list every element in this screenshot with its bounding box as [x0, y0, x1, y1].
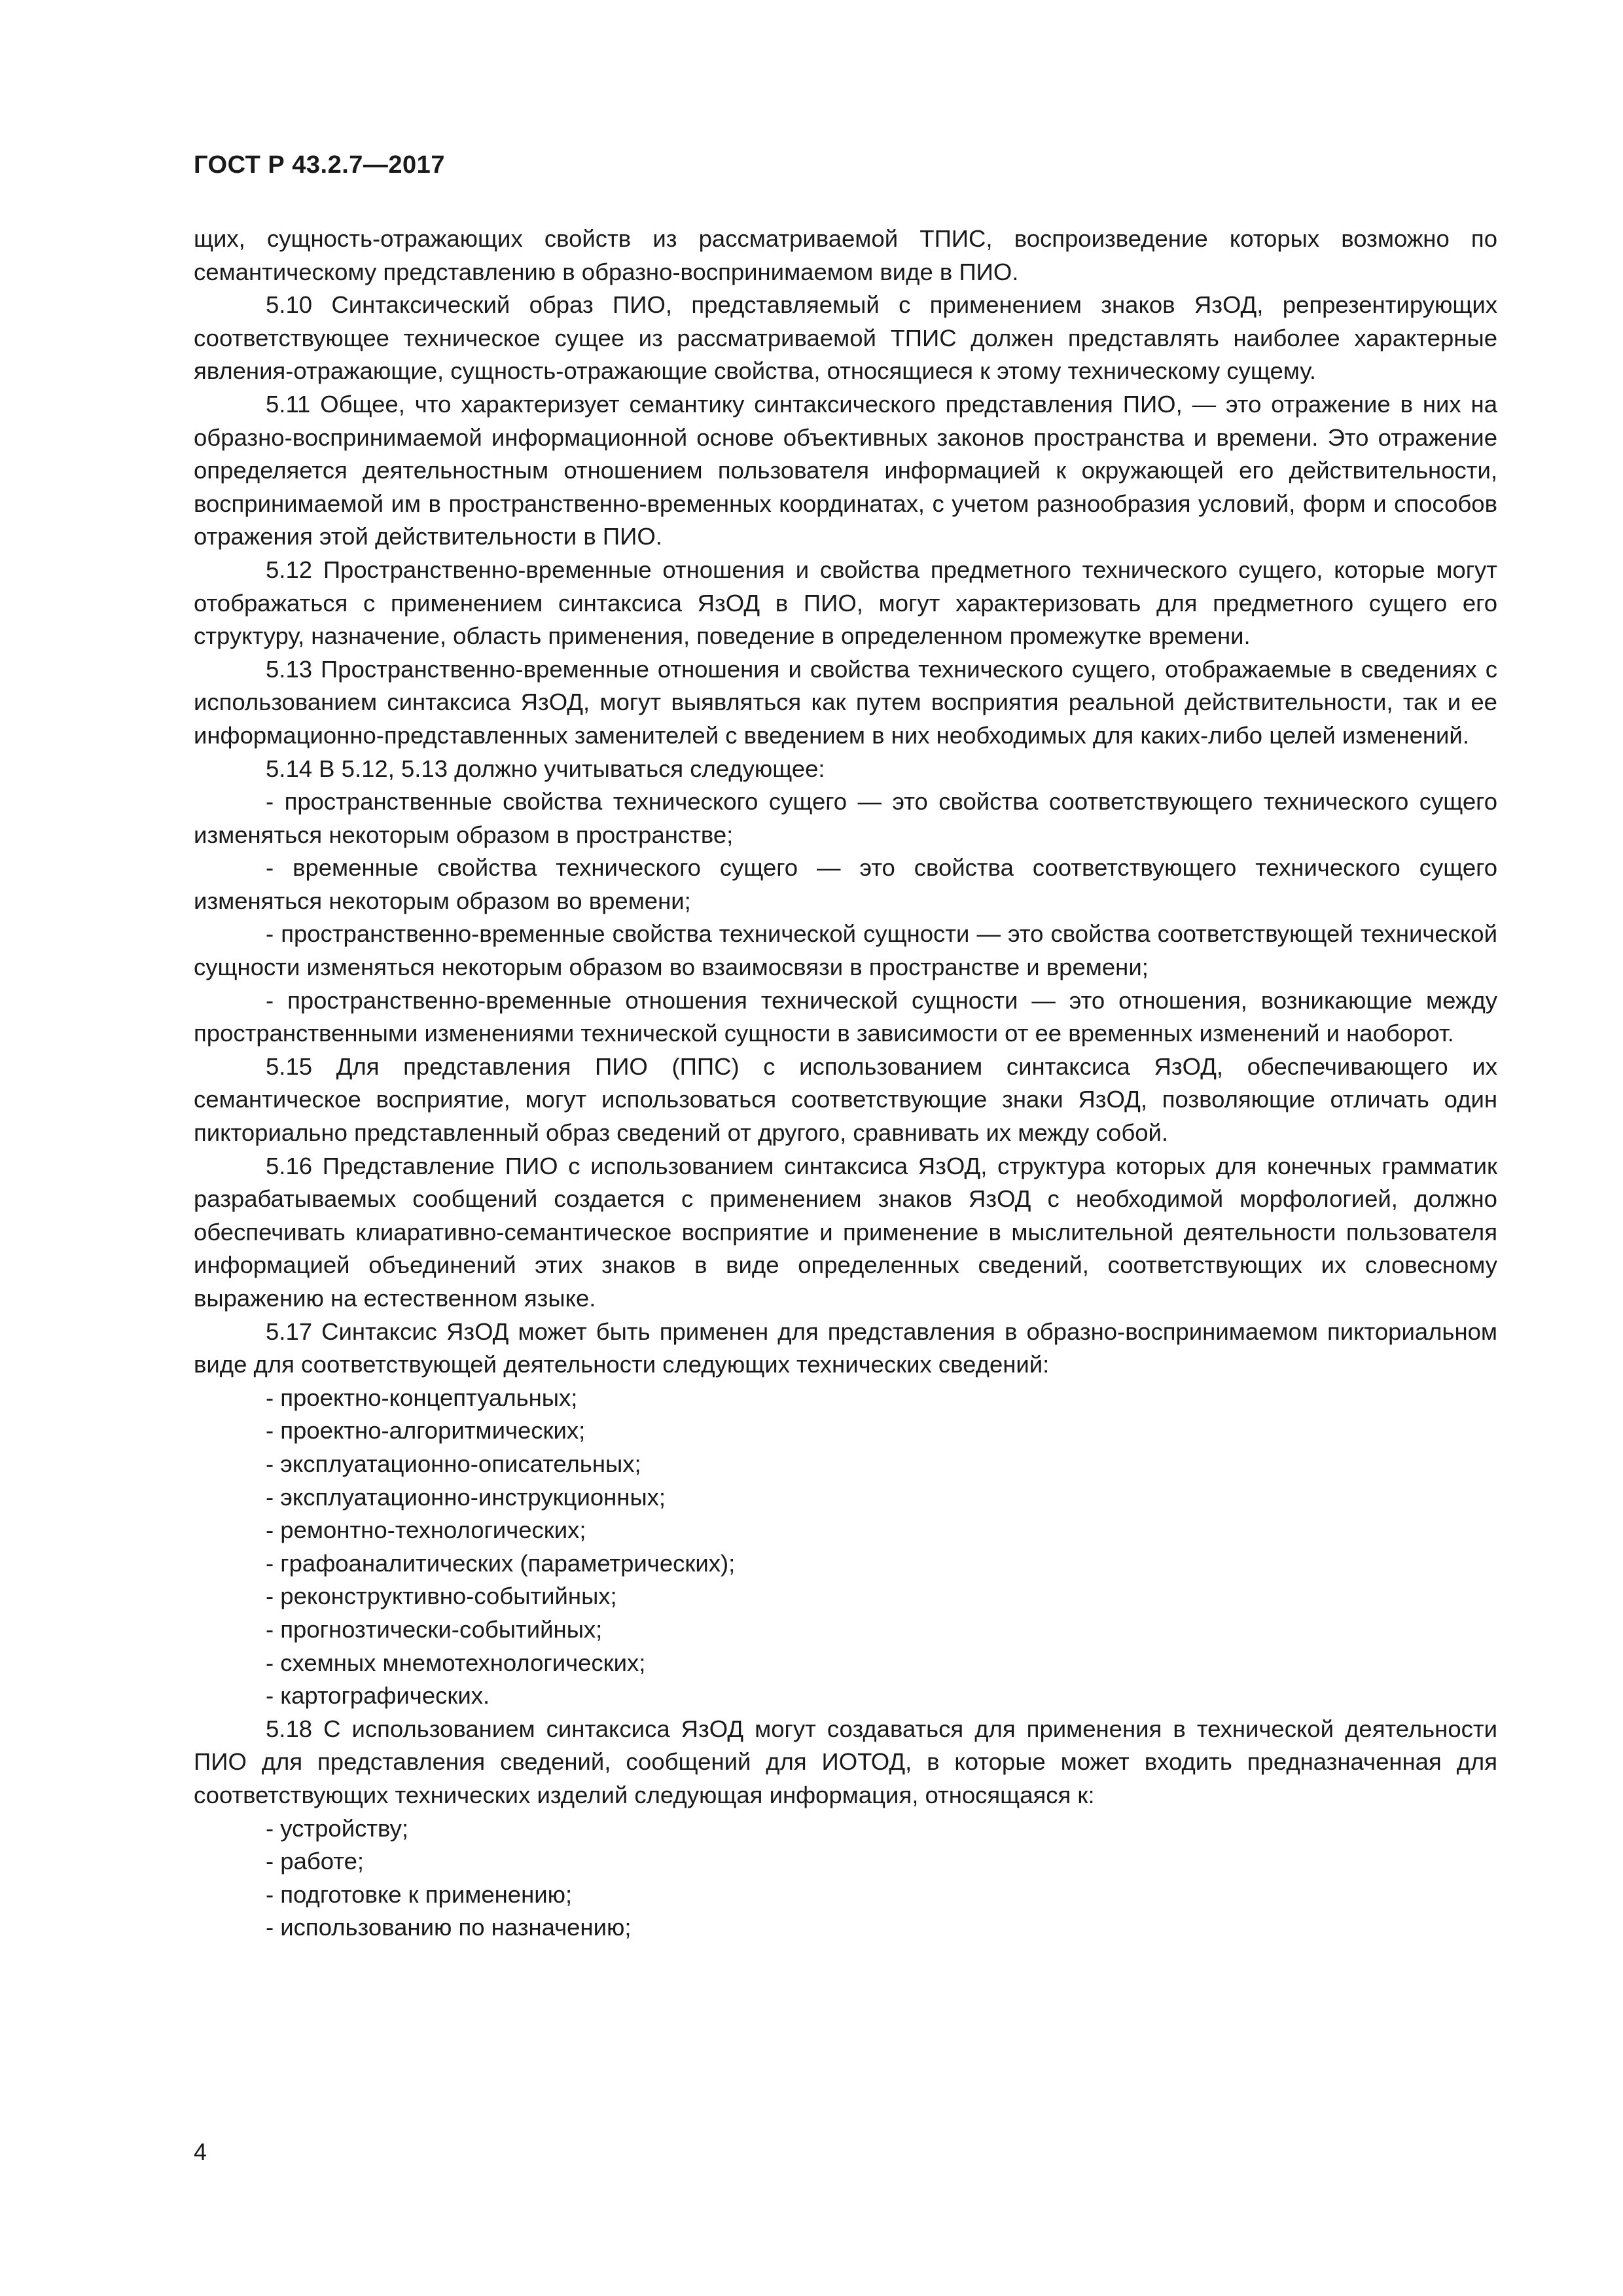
paragraph-5-12: 5.12 Пространственно-временные отношения и свойства предметного технического сущего, которые могут отображаться с применением синтаксиса ЯзОД в ПИО, могут характеризовать для предметного сущего его структуру, назначение, область применения, поведение в определенном промежутке времени. [194, 556, 1497, 650]
list-item: - картографических. [266, 1682, 490, 1710]
paragraph-5-14: 5.14 В 5.12, 5.13 должно учитываться следующее: [266, 755, 825, 782]
paragraph-5-15: 5.15 Для представления ПИО (ППС) с использованием синтаксиса ЯзОД, обеспечивающего их семантическое восприятие, могут использоваться соответствующие знаки ЯзОД, позволяющие отличать один пикториально представленный образ сведений от другого, сравнивать их между собой. [194, 1052, 1497, 1147]
list-item: - временные свойства технического сущего — это свойства соответствующего технического сущего изменяться некоторым образом во времени; [194, 854, 1497, 914]
list-item: - эксплуатационно-инструкционных; [266, 1483, 666, 1511]
list-item: - реконструктивно-событийных; [266, 1583, 617, 1610]
list-item: - эксплуатационно-описательных; [266, 1450, 641, 1477]
document-code-header: ГОСТ Р 43.2.7—2017 [194, 151, 445, 179]
list-item: - пространственные свойства технического сущего — это свойства соответствующего технического сущего изменяться некоторым образом в пространстве; [194, 788, 1497, 848]
list-item: - работе; [266, 1848, 365, 1875]
list-item: - пространственно-временные отношения технической сущности — это отношения, возникающие между пространственными изменениями технической сущности в зависимости от ее временных изменений и наоборот. [194, 986, 1497, 1047]
document-body [194, 223, 1497, 1945]
list-item: - подготовке к применению; [266, 1880, 573, 1908]
paragraph-5-10: 5.10 Синтаксический образ ПИО, представляемый с применением знаков ЯзОД, репрезентирующих соответствующее техническое сущее из рассматриваемой ТПИС должен представлять наиболее характерные явления-отражающие, сущность-отражающие свойства, относящиеся к этому техническому сущему. [194, 291, 1497, 385]
list-item: - графоаналитических (параметрических); [266, 1549, 736, 1577]
list-item: - ремонтно-технологических; [266, 1516, 586, 1544]
list-item: - проектно-алгоритмических; [266, 1417, 586, 1444]
paragraph-continuation: щих, сущность-отражающих свойств из рассматриваемой ТПИС, воспроизведение которых возможно по семантическому представлению в образно-воспринимаемом виде в ПИО. [194, 225, 1497, 285]
paragraph-5-11: 5.11 Общее, что характеризует семантику синтаксического представления ПИО, — это отражение в них на образно-воспринимаемой информационной основе объективных законов пространства и времени. Это отражение определяется деятельностным отношением пользователя информацией к окружающей его действительности, воспринимаемой им в пространственно-временных координатах, с учетом разнообразия условий, форм и способов отражения этой действительности в ПИО. [194, 390, 1497, 550]
paragraph-5-13: 5.13 Пространственно-временные отношения и свойства технического сущего, отображаемые в сведениях с использованием синтаксиса ЯзОД, могут выявляться как путем восприятия реальной действительности, так и ее информационно-представленных заменителей с введением в них необходимых для каких-либо целей изменений. [194, 655, 1497, 749]
list-item: - пространственно-временные свойства технической сущности — это свойства соответствующей технической сущности изменяться некоторым образом во взаимосвязи в пространстве и времени; [194, 920, 1497, 981]
list-item: - прогнозтически-событийных; [266, 1615, 603, 1643]
paragraph-5-16: 5.16 Представление ПИО с использованием синтаксиса ЯзОД, структура которых для конечных грамматик разрабатываемых сообщений создается с применением знаков ЯзОД с необходимой морфологией, должно обеспечивать клиаративно-семантическое восприятие и применение в мыслительной деятельности пользователя информацией объединений этих знаков в виде определенных сведений, соответствующих их словесному выражению на естественном языке. [194, 1152, 1497, 1312]
list-item: - проектно-концептуальных; [266, 1384, 578, 1411]
list-item: - использованию по назначению; [266, 1914, 632, 1941]
list-item: - схемных мнемотехнологических; [266, 1649, 646, 1676]
paragraph-5-18: 5.18 С использованием синтаксиса ЯзОД могут создаваться для применения в технической деятельности ПИО для представления сведений, сообщений для ИОТОД, в которые может входить предназначенная для соответствующих технических изделий следующая информация, относящаяся к: [194, 1715, 1497, 1808]
paragraph-5-17: 5.17 Синтаксис ЯзОД может быть применен для представления в образно-воспринимаемом пикториальном виде для соответствующей деятельности следующих технических сведений: [194, 1318, 1497, 1378]
page-number: 4 [194, 2138, 207, 2165]
list-item: - устройству; [266, 1814, 409, 1842]
